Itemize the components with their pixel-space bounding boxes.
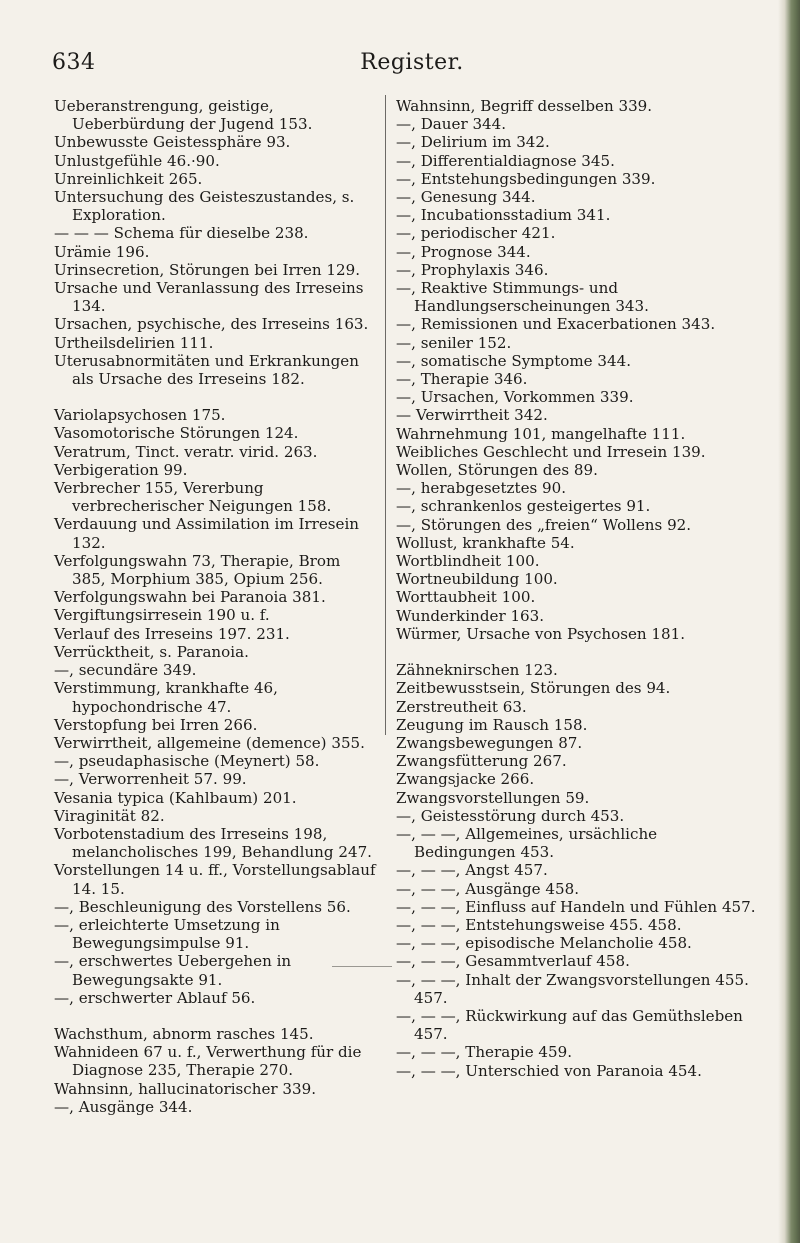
index-entry: Vorstellungen 14 u. ff., Vorstellungsablauf 14. 15. [54,861,376,898]
index-entry: —, Genesung 344. [396,188,536,207]
index-entry: Veratrum, Tinct. veratr. virid. 263. [54,442,318,461]
index-entry: Zwangsjacke 266. [396,770,535,789]
index-entry: —, — —, Unterschied von Paranoia 454. [396,1061,702,1080]
index-entry: — — — Schema für dieselbe 238. [54,224,309,243]
index-entry: —, — —, Therapie 459. [396,1043,573,1062]
index-entry: Verbrecher 155, Vererbung verbrecherischer Neigungen 158. [54,479,332,516]
index-entry: —, Remissionen und Exacerbationen 343. [396,315,716,334]
index-entry: Wahnideen 67 u. f., Verwerthung für die Diagnose 235, Therapie 270. [54,1043,362,1080]
index-entry: Zwangsbewegungen 87. [396,733,583,752]
index-entry: —, — —, Angst 457. [396,861,548,880]
index-entry: Verbigeration 99. [54,460,188,479]
index-entry: Verrücktheit, s. Paranoia. [54,642,249,661]
index-entry: —, pseudaphasische (Meynert) 58. [54,752,320,771]
index-entry: —, Verworrenheit 57. 99. [54,770,247,789]
right-column [396,97,762,1080]
index-entry: Wunderkinder 163. [396,606,545,625]
index-entry: Verfolgungswahn 73, Therapie, Brom 385, Morphium 385, Opium 256. [54,551,341,589]
index-entry: —, — —, Einfluss auf Handeln und Fühlen 457. [396,897,756,916]
index-entry: —, secundäre 349. [54,661,197,680]
index-entry: Ueberanstrengung, geistige, Ueberbürdung der Jugend 153. [54,97,313,134]
index-entry: Wortneubildung 100. [396,570,558,589]
index-entry: Uterusabnormitäten und Erkrankungen als Ursache des Irreseins 182. [54,351,359,389]
index-entry: Unreinlichkeit 265. [54,169,203,188]
index-entry: Verwirrtheit, allgemeine (demence) 355. [54,733,365,752]
index-entry: —, erschwerter Ablauf 56. [54,988,256,1007]
index-entry: —, schrankenlos gesteigertes 91. [396,497,651,516]
index-entry: Vergiftungsirresein 190 u. f. [54,606,270,625]
index-entry: Verstimmung, krankhafte 46, hypochondrische 47. [54,679,278,716]
index-entry: —, Geistesstörung durch 453. [396,806,625,825]
index-entry: —, — —, Gesammtverlauf 458. [396,952,630,971]
index-entry: —, — —, Ausgänge 458. [396,879,580,898]
index-entry: Vasomotorische Störungen 124. [54,424,299,443]
index-entry: —, periodischer 421. [396,224,556,243]
index-entry: —, seniler 152. [396,333,512,352]
index-entry: —, herabgesetztes 90. [396,479,567,498]
index-entry: Ursache und Veranlassung des Irreseins 134. [54,279,364,316]
section-gap [396,643,762,661]
column-divider [385,95,386,735]
index-entry: Wachsthum, abnorm rasches 145. [54,1024,314,1043]
index-entry: Verfolgungswahn bei Paranoia 381. [54,588,326,607]
index-entry: —, Prognose 344. [396,242,531,261]
index-entry: —, Beschleunigung des Vorstellens 56. [54,897,351,916]
index-entry: Worttaubheit 100. [396,588,536,607]
index-entry: Variolapsychosen 175. [54,406,226,425]
index-entry: —, erschwertes Uebergehen in Bewegungsakte 91. [54,952,292,989]
left-column [54,97,376,1116]
index-entry: Verstopfung bei Irren 266. [54,715,258,734]
section-gap [54,388,376,406]
index-entry: —, Prophylaxis 346. [396,260,549,279]
index-entry: —, Therapie 346. [396,370,528,389]
index-entry: —, Delirium im 342. [396,133,550,152]
index-entry: Wahnsinn, hallucinatorischer 339. [54,1079,317,1098]
index-entry: —, — —, Allgemeines, ursächliche Bedingungen 453. [396,824,658,862]
index-entry: Ursachen, psychische, des Irreseins 163. [54,315,369,334]
index-entry: Weibliches Geschlecht und Irresein 139. [396,442,706,461]
index-entry: —, Ursachen, Vorkommen 339. [396,388,634,407]
index-entry: —, erleichterte Umsetzung in Bewegungsimpulse 91. [54,915,280,953]
index-entry: Unbewusste Geistessphäre 93. [54,133,291,152]
index-entry: —, Störungen des „freien“ Wollens 92. [396,515,692,534]
index-entry: Verdauung und Assimilation im Irresein 132. [54,515,360,552]
index-entry: Zeugung im Rausch 158. [396,715,588,734]
index-entry: —, somatische Symptome 344. [396,351,632,370]
index-entry: —, — —, episodische Melancholie 458. [396,934,692,953]
index-entry: Wortblindheit 100. [396,552,540,571]
index-entry: —, Reaktive Stimmungs- und Handlungserscheinungen 343. [396,279,649,316]
index-entry: Urtheilsdelirien 111. [54,333,214,352]
index-entry: —, — —, Inhalt der Zwangsvorstellungen 455. 457. [396,970,749,1007]
index-entry: Unlustgefühle 46.·90. [54,151,220,170]
page-edge-shadow [778,0,800,1243]
index-entry: Würmer, Ursache von Psychosen 181. [396,624,686,643]
index-entry: Urinsecretion, Störungen bei Irren 129. [54,260,360,279]
index-entry: Wahnsinn, Begriff desselben 339. [396,97,653,115]
index-entry: —, Entstehungsbedingungen 339. [396,169,656,188]
index-entry: Urämie 196. [54,242,150,261]
index-entry: Vorbotenstadium des Irreseins 198, melancholisches 199, Behandlung 247. [54,824,372,862]
index-entry: Viraginität 82. [54,806,165,825]
index-entry: Verlauf des Irreseins 197. 231. [54,624,290,643]
index-entry: Wollust, krankhafte 54. [396,533,575,552]
index-entry: Zähneknirschen 123. [396,661,558,680]
index-entry: —, Differentialdiagnose 345. [396,151,615,170]
index-entry: Vesania typica (Kahlbaum) 201. [54,788,297,807]
page-number: 634 [52,50,96,75]
section-gap [54,1007,376,1025]
index-entry: Zeitbewusstsein, Störungen des 94. [396,679,671,698]
footer-rule [332,966,392,967]
index-entry: Wahrnehmung 101, mangelhafte 111. [396,424,686,443]
index-entry: Wollen, Störungen des 89. [396,461,598,480]
index-entry: —, — —, Entstehungsweise 455. 458. [396,915,682,934]
index-entry: —, Ausgänge 344. [54,1097,193,1116]
page-header [52,50,752,82]
running-title: Register. [360,50,464,75]
index-entry: Untersuchung des Geisteszustandes, s. Exploration. [54,188,355,225]
index-entry: Zwangsfütterung 267. [396,752,567,771]
index-entry: Zwangsvorstellungen 59. [396,788,590,807]
index-entry: —, — —, Rückwirkung auf das Gemüthsleben 457. [396,1006,743,1044]
index-entry: —, Incubationsstadium 341. [396,206,611,225]
index-entry: — Verwirrtheit 342. [396,406,548,425]
index-entry: Zerstreutheit 63. [396,697,527,716]
index-entry: —, Dauer 344. [396,115,507,134]
